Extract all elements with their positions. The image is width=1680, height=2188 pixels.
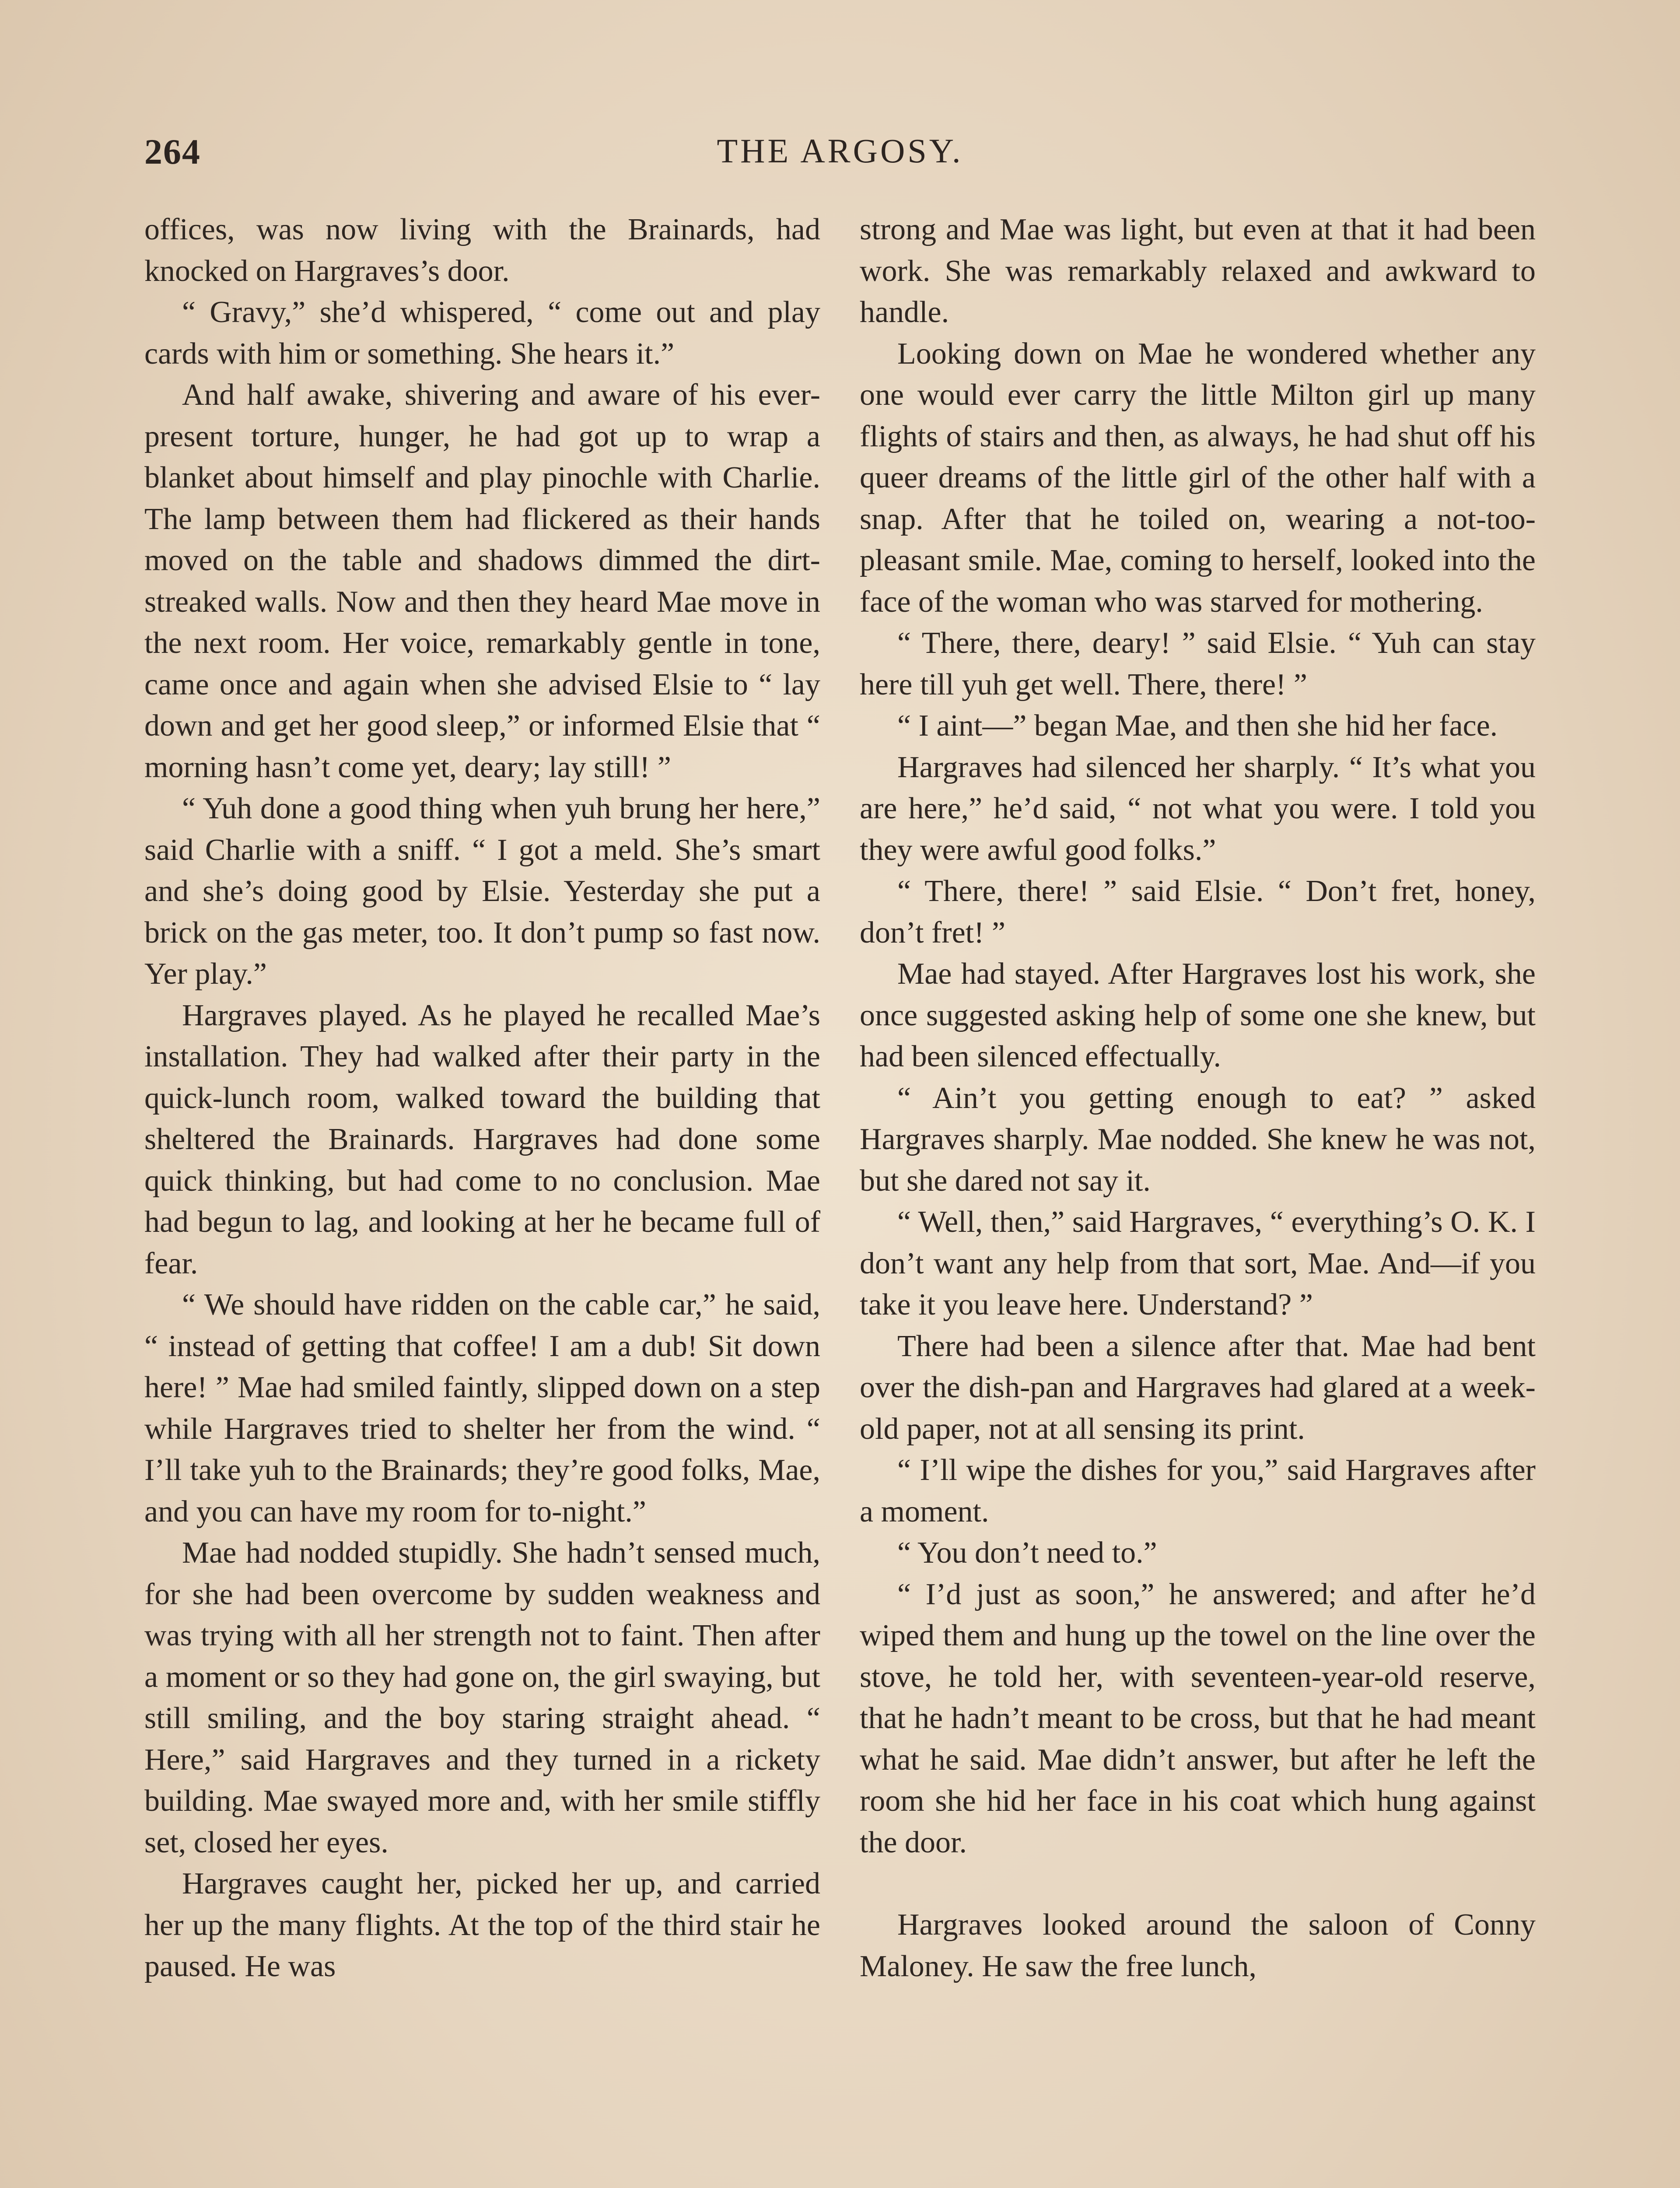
paragraph: Mae had stayed. After Hargraves lost his work, she once suggested asking help of some one she knew, but had been silenced effectually. xyxy=(860,957,1536,1073)
paragraph: And half awake, shivering and aware of his ever-present torture, hunger, he had got up to wrap a blanket about himself and play pinochle with Charlie. The lamp between them had flickered as their hands moved on the table and shadows dimmed the dirt-streaked walls. Now and then they heard Mae move in the next room. Her voice, remarkably gentle in tone, came once and again when she advised Elsie to “ lay down and get her good sleep,” or informed Elsie that “ morning hasn’t come yet, deary; lay still! ” xyxy=(144,378,820,784)
paragraph: “ I’d just as soon,” he answered; and after he’d wiped them and hung up the towel on the line over the stove, he told her, with seventeen-year-old reserve, that he hadn’t meant to be cross, but that he had meant what he said. Mae didn’t answer, but after he left the room she hid her face in his coat which hung against the door. xyxy=(860,1577,1536,1859)
running-head: THE ARGOSY. xyxy=(717,132,963,170)
paragraph: “ You don’t need to.” xyxy=(897,1536,1157,1570)
paragraph: “ There, there, deary! ” said Elsie. “ Yuh can stay here till yuh get well. There, there! ” xyxy=(860,626,1536,701)
paragraph: “ Ain’t you getting enough to eat? ” asked Hargraves sharply. Mae nodded. She knew he was not, but she dared not say it. xyxy=(860,1081,1536,1198)
paragraph: “ There, there! ” said Elsie. “ Don’t fret, honey, don’t fret! ” xyxy=(860,874,1536,950)
paragraph: “ We should have ridden on the cable car,” he said, “ instead of getting that coffee! I am a dub! Sit down here! ” Mae had smiled faintly, slipped down on a step while Hargraves tried to shelter her from the wind. “ I’ll take yuh to the Brainards; they’re good folks, Mae, and you can have my room for to-night.” xyxy=(144,1288,820,1529)
paragraph: There had been a silence after that. Mae had bent over the dish-pan and Hargraves had glared at a week-old paper, not at all sensing its print. xyxy=(860,1329,1536,1446)
paragraph: offices, was now living with the Brainards, had knocked on Hargraves’s door. xyxy=(144,213,820,288)
paragraph: Hargraves played. As he played he recalled Mae’s installation. They had walked after their party in the quick-lunch room, walked toward the building that sheltered the Brainards. Hargraves had done some quick thinking, but had come to no conclusion. Mae had begun to lag, and looking at her he became full of fear. xyxy=(144,998,820,1280)
right-column xyxy=(860,209,1536,2188)
page-number: 264 xyxy=(144,132,201,172)
paragraph: “ Yuh done a good thing when yuh brung her here,” said Charlie with a sniff. “ I got a meld. She’s smart and she’s doing good by Elsie. Yesterday she put a brick on the gas meter, too. It don’t pump so fast now. Yer play.” xyxy=(144,792,820,991)
paragraph: “ Gravy,” she’d whispered, “ come out and play cards with him or something. She hears it.” xyxy=(144,295,820,371)
paragraph: Mae had nodded stupidly. She hadn’t sensed much, for she had been overcome by sudden weakness and was trying with all her strength not to faint. Then after a moment or so they had gone on, the girl swaying, but still smiling, and the boy staring straight ahead. “ Here,” said Hargraves and they turned in a rickety building. Mae swayed more and, with her smile stiffly set, closed her eyes. xyxy=(144,1536,820,1859)
text-columns xyxy=(144,209,1536,2188)
paragraph: Looking down on Mae he wondered whether any one would ever carry the little Milton girl up many flights of stairs and then, as always, he had shut off his queer dreams of the little girl of the other half with a snap. After that he toiled on, wearing a not-too-pleasant smile. Mae, coming to herself, looked into the face of the woman who was starved for mothering. xyxy=(860,337,1536,619)
paragraph: strong and Mae was light, but even at that it had been work. She was remarkably relaxed and awkward to handle. xyxy=(860,213,1536,329)
left-column xyxy=(144,209,820,2188)
paragraph: Hargraves had silenced her sharply. “ It’s what you are here,” he’d said, “ not what you were. I told you they were awful good folks.” xyxy=(860,750,1536,867)
paragraph: Hargraves looked around the saloon of Conny Maloney. He saw the free lunch, xyxy=(860,1908,1536,1983)
paragraph: Hargraves caught her, picked her up, and carried her up the many flights. At the top of the third stair he paused. He was xyxy=(144,1867,820,1983)
paragraph: “ I’ll wipe the dishes for you,” said Hargraves after a moment. xyxy=(860,1453,1536,1529)
paragraph: “ Well, then,” said Hargraves, “ everything’s O. K. I don’t want any help from that sort, Mae. And—if you take it you leave here. Understand? ” xyxy=(860,1205,1536,1322)
paragraph: “ I aint—” began Mae, and then she hid her face. xyxy=(897,709,1498,743)
page-header xyxy=(144,131,1536,184)
